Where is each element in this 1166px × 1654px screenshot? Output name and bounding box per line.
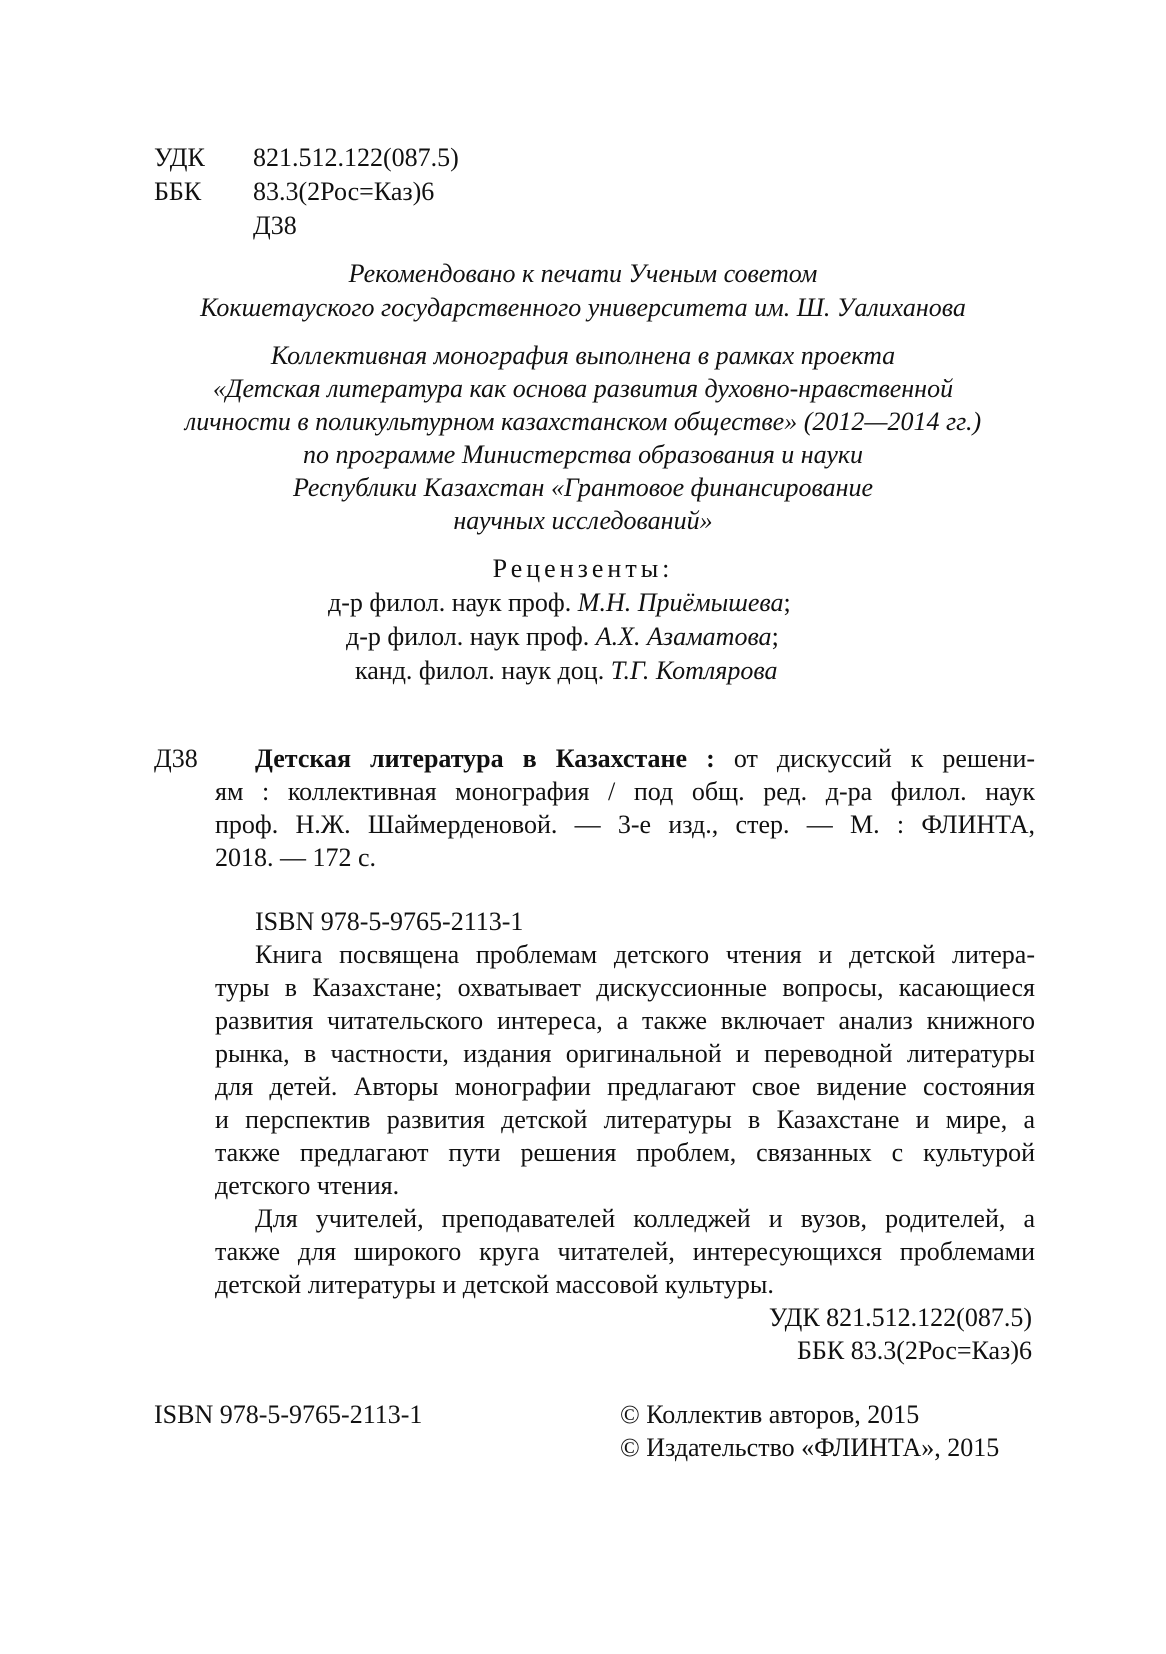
- recommendation-line-1: Рекомендовано к печати Ученым советом: [348, 259, 818, 288]
- book-title: Детская литература в Казахстане :: [255, 744, 715, 773]
- annotation-line-5: для детей. Авторы монографии предлагают свое видение состояния: [215, 1072, 1035, 1101]
- project-line-3: личности в поликультурном казахстанском обществе» (2012—2014 гг.): [184, 407, 982, 436]
- recommendation-line-2: Кокшетауского государственного университета им. Ш. Уалиханова: [200, 293, 966, 322]
- reviewer-2: [346, 620, 779, 653]
- reviewers-title: Рецензенты:: [492, 554, 674, 583]
- bibliography-mark: Д38: [154, 744, 198, 773]
- bibliography-line-1: [255, 742, 1035, 775]
- reviewer-1-name: М.Н. Приёмышева: [577, 588, 784, 617]
- audience-line-3: детской литературы и детской массовой культуры.: [215, 1270, 774, 1299]
- isbn-line: ISBN 978-5-9765-2113-1: [255, 907, 524, 936]
- copyright-publisher: © Издательство «ФЛИНТА», 2015: [620, 1433, 1000, 1462]
- annotation-line-6: и перспектив развития детской литературы в Казахстане и мире, а: [215, 1105, 1035, 1134]
- reviewer-3-name: Т.Г. Котлярова: [610, 656, 778, 685]
- reviewer-1-title: д-р филол. наук проф.: [328, 588, 572, 617]
- bbk-label: ББК: [154, 177, 202, 206]
- reviewer-2-punct: ;: [771, 622, 779, 651]
- index-bbk: ББК 83.3(2Рос=Каз)6: [797, 1336, 1032, 1365]
- copyright-authors: © Коллектив авторов, 2015: [620, 1400, 920, 1429]
- reviewer-1-punct: ;: [783, 588, 791, 617]
- bibliography-line-4: 2018. — 172 с.: [215, 843, 377, 872]
- project-line-2: «Детская литература как основа развития духовно-нравственной: [212, 374, 954, 403]
- project-line-1: Коллективная монография выполнена в рамках проекта: [270, 341, 896, 370]
- annotation-line-7: также предлагают пути решения проблем, связанных с культурой: [215, 1138, 1035, 1167]
- annotation-line-1: Книга посвящена проблемам детского чтения и детской литера-: [255, 940, 1035, 969]
- index-udk: УДК 821.512.122(087.5): [768, 1303, 1032, 1332]
- project-line-4: по программе Министерства образования и науки: [302, 440, 864, 469]
- annotation-line-2: туры в Казахстане; охватывает дискуссионные вопросы, касающиеся: [215, 973, 1035, 1002]
- bibliography-line-2: ям : коллективная монография / под общ. ред. д-ра филол. наук: [215, 777, 1035, 806]
- bbk-value: 83.3(2Рос=Каз)6: [253, 177, 435, 206]
- udk-value: 821.512.122(087.5): [253, 143, 459, 172]
- reviewer-2-title: д-р филол. наук проф.: [346, 622, 590, 651]
- reviewer-1: [328, 586, 791, 619]
- reviewer-3: [355, 654, 777, 687]
- bibliography-line-1-rest: от дискуссий к решени-: [733, 744, 1036, 773]
- udk-label: УДК: [154, 143, 205, 172]
- annotation-line-3: развития читательского интереса, а также включает анализ книжного: [215, 1006, 1035, 1035]
- reviewer-3-title: канд. филол. наук доц.: [355, 656, 605, 685]
- bibliography-line-3: проф. Н.Ж. Шаймерденовой. — 3-е изд., стер. — М. : ФЛИНТА,: [215, 810, 1035, 839]
- audience-line-2: также для широкого круга читателей, интересующихся проблемами: [215, 1237, 1035, 1266]
- audience-line-1: Для учителей, преподавателей колледжей и вузов, родителей, а: [255, 1204, 1035, 1233]
- reviewer-2-name: А.Х. Азаматова: [595, 622, 772, 651]
- project-line-6: научных исследований»: [453, 506, 713, 535]
- footer-isbn: ISBN 978-5-9765-2113-1: [154, 1400, 423, 1429]
- annotation-line-8: детского чтения.: [215, 1171, 400, 1200]
- project-line-5: Республики Казахстан «Грантовое финансирование: [292, 473, 874, 502]
- annotation-line-4: рынка, в частности, издания оригинальной и переводной литературы: [215, 1039, 1035, 1068]
- author-mark: Д38: [253, 211, 297, 240]
